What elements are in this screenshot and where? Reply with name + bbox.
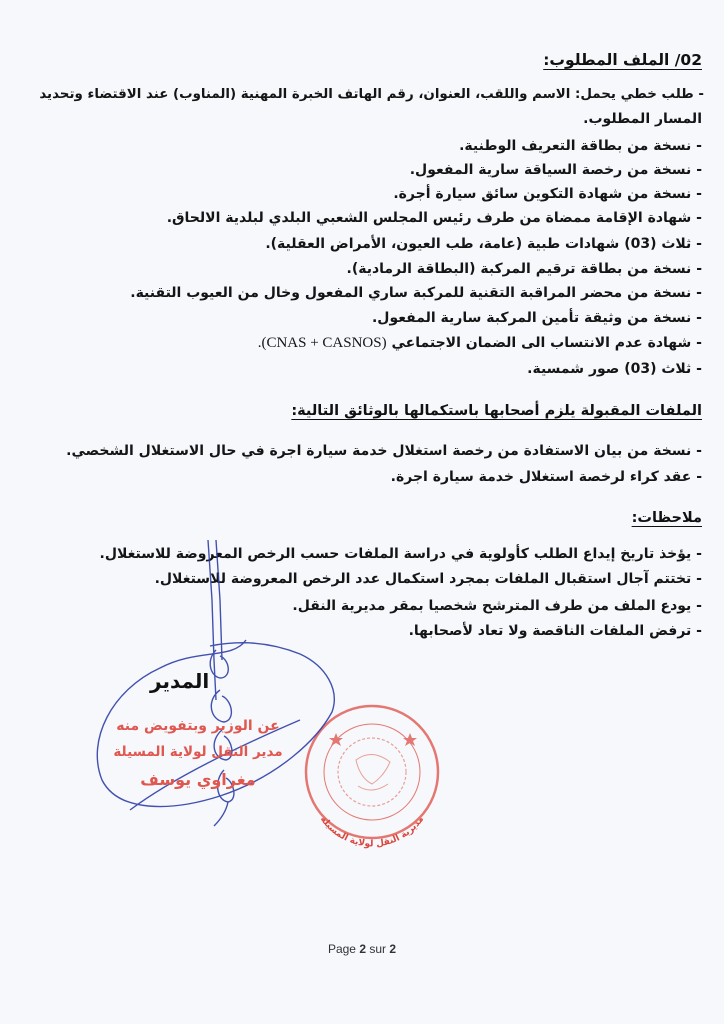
current-page: 2 (359, 942, 366, 956)
director-title: المدير (150, 669, 210, 693)
list-item-text: - شهادة عدم الانتساب الى الضمان الاجتماعي (391, 335, 702, 351)
page-footer (0, 942, 724, 956)
seal-text: مديرية النقل لولاية المسيلة (317, 814, 427, 850)
list-item: - نسخة من بطاقة التعريف الوطنية. (459, 138, 702, 154)
section-required-heading: 02/ الملف المطلوب: (543, 51, 702, 69)
page-word: Page (327, 942, 356, 956)
of-word: sur (369, 942, 387, 956)
section-accepted-heading: الملفات المقبولة يلزم أصحابها باستكمالها بالوثائق التالية: (291, 403, 702, 419)
list-item: - نسخة من بطاقة ترقيم المركبة (البطاقة الرمادية). (346, 261, 702, 277)
list-item-social-security (258, 334, 702, 352)
list-item: - نسخة من محضر المراقبة التقنية للمركبة ساري المفعول وخال من العيوب التقنية. (130, 285, 702, 301)
stamp-line: عن الوزير وبتفويض منه (116, 718, 280, 734)
list-item: المسار المطلوب. (583, 111, 702, 127)
seal-star-icon (403, 733, 417, 746)
official-seal (306, 706, 438, 838)
list-item: - شهادة الإقامة ممضاة من طرف رئيس المجلس الشعبي البلدي لبلدية الالحاق. (166, 210, 702, 226)
list-item: - نسخة من وثيقة تأمين المركبة سارية المفعول. (371, 310, 702, 326)
list-item: - يؤخذ تاريخ إيداع الطلب كأولوية في دراسة الملفات حسب الرخص المعروضة للاستغلال. (99, 546, 702, 562)
list-item: - ترفض الملفات الناقصة ولا تعاد لأصحابها. (408, 623, 702, 639)
list-item: - ثلاث (03) شهادات طبية (عامة، طب العيون، الأمراض العقلية). (265, 236, 702, 252)
total-pages: 2 (389, 942, 397, 956)
list-item: - نسخة من بيان الاستفادة من رخصة استغلال خدمة سيارة اجرة في حال الاستغلال الشخصي. (66, 443, 702, 459)
list-item: - نسخة من شهادة التكوين سائق سيارة أجرة. (393, 186, 702, 202)
section-notes-heading: ملاحظات: (631, 510, 702, 526)
list-item: - ثلاث (03) صور شمسية. (527, 361, 702, 377)
list-item: - نسخة من رخصة السياقة سارية المفعول. (409, 162, 702, 178)
stamp-line: مغراوي يوسف (140, 770, 256, 789)
list-item: - عقد كراء لرخصة استغلال خدمة سيارة اجرة. (390, 469, 702, 485)
stamp-line: مدير النقل لولاية المسيلة (113, 744, 283, 760)
list-item: - يودع الملف من طرف المترشح شخصيا بمقر مديرية النقل. (292, 598, 702, 614)
seal-star-icon (329, 733, 343, 746)
list-item: - تختتم آجال استقبال الملفات بمجرد استكمال عدد الرخص المعروضة للاستغلال. (154, 571, 702, 587)
list-item: - طلب خطي يحمل: الاسم واللقب، العنوان، رقم الهاتف الخبرة المهنية (المناوب) عند الاقتضاء وتحديد (39, 87, 704, 102)
social-security-bodies: (CNAS + CASNOS). (257, 335, 387, 351)
